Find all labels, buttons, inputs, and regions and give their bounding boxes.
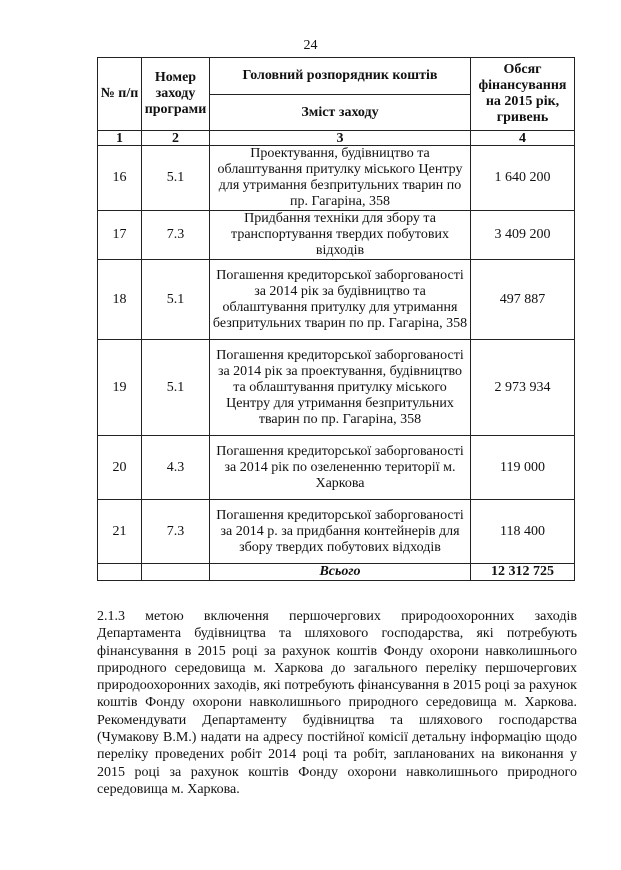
financing-table: [97, 57, 575, 581]
financing-amount: 3 409 200: [471, 211, 575, 260]
empty-cell: [98, 564, 142, 581]
column-number: 1: [98, 131, 142, 146]
measure-description: Проектування, будівництво та облаштування притулку міського Центру для утримання безпритульних тварин по пр. Гагаріна, 358: [210, 146, 471, 211]
total-value: 12 312 725: [471, 564, 575, 581]
col-header-program-code: Номер заходу програми: [142, 58, 210, 131]
table-row: [98, 211, 575, 260]
row-number: 16: [98, 146, 142, 211]
measure-description: Погашення кредиторської заборгованості за 2014 р. за придбання контейнерів для збору твердих побутових відходів: [210, 500, 471, 564]
column-number: 3: [210, 131, 471, 146]
column-number-row: [98, 131, 575, 146]
measure-description: Погашення кредиторської заборгованості за 2014 рік по озелененню території м. Харкова: [210, 436, 471, 500]
program-code: 7.3: [142, 211, 210, 260]
body-paragraph: 2.1.3 метою включення першочергових природоохоронних заходів Департамента будівництва та шляхового господарства, які потребують фінансування в 2015 році за рахунок коштів Фонду охорони навколишнього природного середовища м. Харкова до загального переліку першочергових природоохоронних заходів, які потребують фінансування в 2015 році за рахунок коштів Фонду охорони навколишнього природного середовища м. Харкова. Рекомендувати Департаменту будівництва та шляхового господарства (Чумакову В.М.) надати на адресу постійної комісії детальну інформацію щодо переліку проведених робіт 2014 році та робіт, запланованих на виконання у 2015 році за рахунок коштів Фонду охорони навколишнього природного середовища м. Харкова.: [97, 609, 577, 797]
empty-cell: [142, 564, 210, 581]
col-header-content: Зміст заходу: [210, 95, 471, 131]
row-number: 18: [98, 260, 142, 340]
col-header-number: № п/п: [98, 58, 142, 131]
table-row: [98, 436, 575, 500]
total-label: Всього: [210, 564, 471, 581]
row-number: 17: [98, 211, 142, 260]
row-number: 20: [98, 436, 142, 500]
table-row: [98, 500, 575, 564]
program-code: 7.3: [142, 500, 210, 564]
col-header-manager: Головний розпорядник коштів: [210, 58, 471, 95]
row-number: 19: [98, 340, 142, 436]
financing-amount: 2 973 934: [471, 340, 575, 436]
program-code: 4.3: [142, 436, 210, 500]
row-number: 21: [98, 500, 142, 564]
program-code: 5.1: [142, 146, 210, 211]
measure-description: Погашення кредиторської заборгованості за 2014 рік за будівництво та облаштування притулку для утримання безпритульних тварин по пр. Гагаріна, 358: [210, 260, 471, 340]
measure-description: Погашення кредиторської заборгованості за 2014 рік за проектування, будівництво та облаштування притулку міського Центру для утримання безпритульних тварин по пр. Гагаріна, 358: [210, 340, 471, 436]
financing-amount: 119 000: [471, 436, 575, 500]
column-number: 2: [142, 131, 210, 146]
page-number: 24: [303, 38, 318, 53]
total-row: [98, 564, 575, 581]
financing-amount: 497 887: [471, 260, 575, 340]
program-code: 5.1: [142, 340, 210, 436]
table-header-row: [98, 58, 575, 95]
financing-amount: 118 400: [471, 500, 575, 564]
measure-description: Придбання техніки для збору та транспортування твердих побутових відходів: [210, 211, 471, 260]
col-header-amount: Обсяг фінансування на 2015 рік, гривень: [471, 58, 575, 131]
table-row: [98, 340, 575, 436]
financing-amount: 1 640 200: [471, 146, 575, 211]
column-number: 4: [471, 131, 575, 146]
program-code: 5.1: [142, 260, 210, 340]
table-row: [98, 260, 575, 340]
table-row: [98, 146, 575, 211]
